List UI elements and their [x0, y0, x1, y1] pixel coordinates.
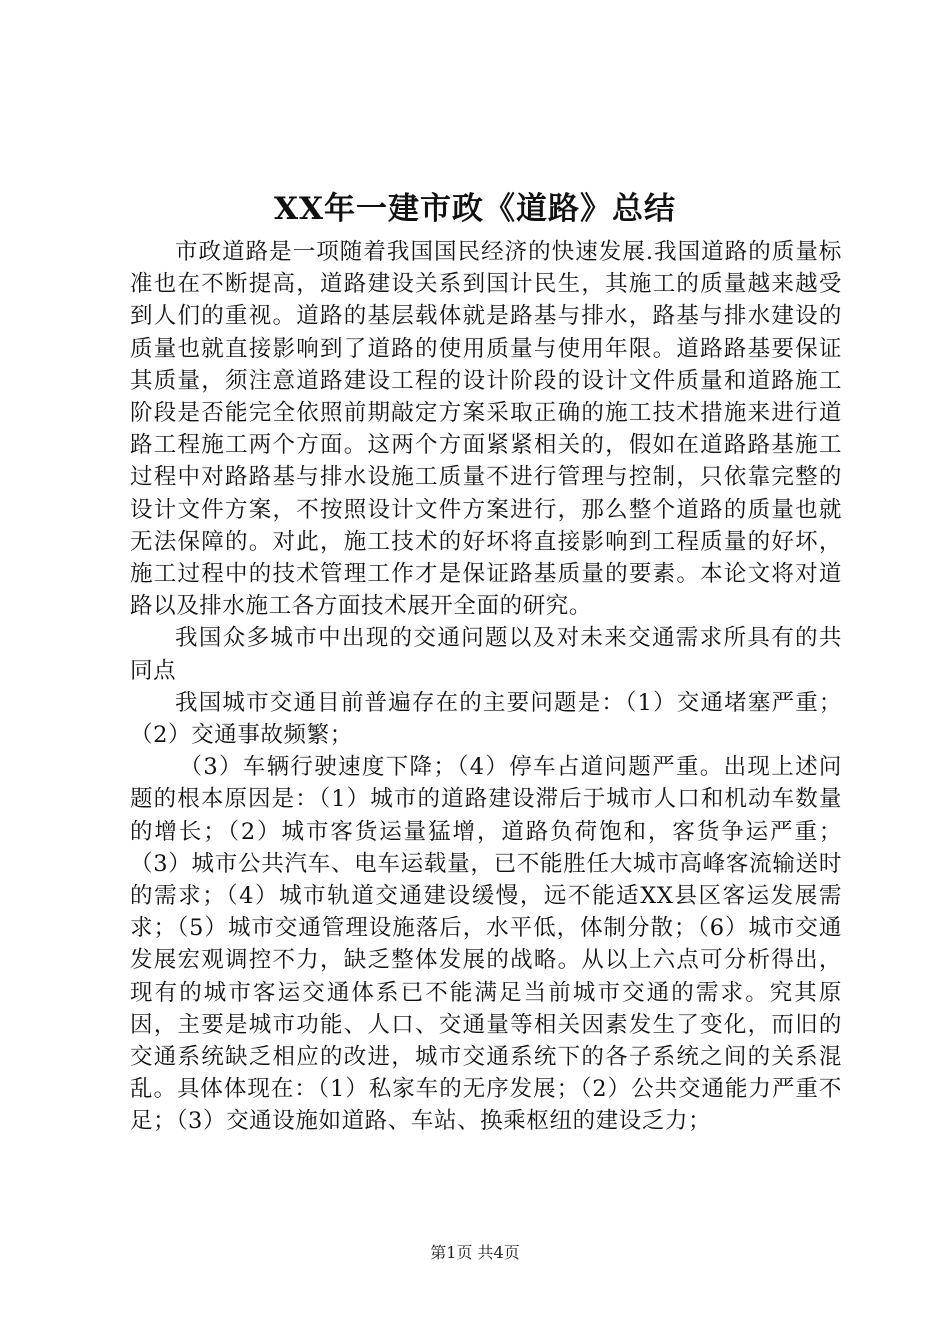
paragraph-main-problems: 我国城市交通目前普遍存在的主要问题是：（1）交通堵塞严重；（2）交通事故频繁； [130, 689, 842, 749]
paragraph-intro: 市政道路是一项随着我国国民经济的快速发展.我国道路的质量标准也在不断提高，道路建设关系到国计民生，其施工的质量越来越受到人们的重视。道路的基层载体就是路基与排水，路基与排水建设的质量也就直接影响到了道路的使用质量与使用年限。道路路基要保证其质量，须注意道路建设工程的设计阶段的设计文件质量和道路施工阶段是否能完全依照前期敲定方案采取正确的施工技术措施来进行道路工程施工两个方面。这两个方面紧紧相关的，假如在道路路基施工过程中对路路基与排水设施工质量不进行管理与控制，只依靠完整的设计文件方案，不按照设计文件方案进行，那么整个道路的质量也就无法保障的。对此，施工技术的好坏将直接影响到工程质量的好坏，施工过程中的技术管理工作才是保证路基质量的要素。本论文将对道路以及排水施工各方面技术展开全面的研究。 [130, 239, 842, 620]
document-body [130, 236, 842, 1138]
paragraph-common-points: 我国众多城市中出现的交通问题以及对未来交通需求所具有的共同点 [130, 625, 842, 684]
document-title: XX年一建市政《道路》总结 [273, 191, 677, 227]
paragraph-root-causes: （3）车辆行驶速度下降；（4）停车占道问题严重。出现上述问题的根本原因是：（1）城市的道路建设滞后于城市人口和机动车数量的增长；（2）城市客货运量猛增，道路负荷饱和，客货争运严重；（3）城市公共汽车、电车运载量，已不能胜任大城市高峰客流输送时的需求；（4）城市轨道交通建设缓慢，远不能适XX县区客运发展需求；（5）城市交通管理设施落后，水平低，体制分散；（6）城市交通发展宏观调控不力，缺乏整体发展的战略。从以上六点可分析得出，现有的城市客运交通体系已不能满足当前城市交通的需求。究其原因，主要是城市功能、人口、交通量等相关因素发生了变化，而旧的交通系统缺乏相应的改进，城市交通系统下的各子系统之间的关系混乱。具体体现在：（1）私家车的无序发展；（2）公共交通能力严重不足；（3）交通设施如道路、车站、换乘枢纽的建设乏力； [130, 754, 842, 1135]
page-number-footer: 第1页 共4页 [430, 1243, 520, 1262]
